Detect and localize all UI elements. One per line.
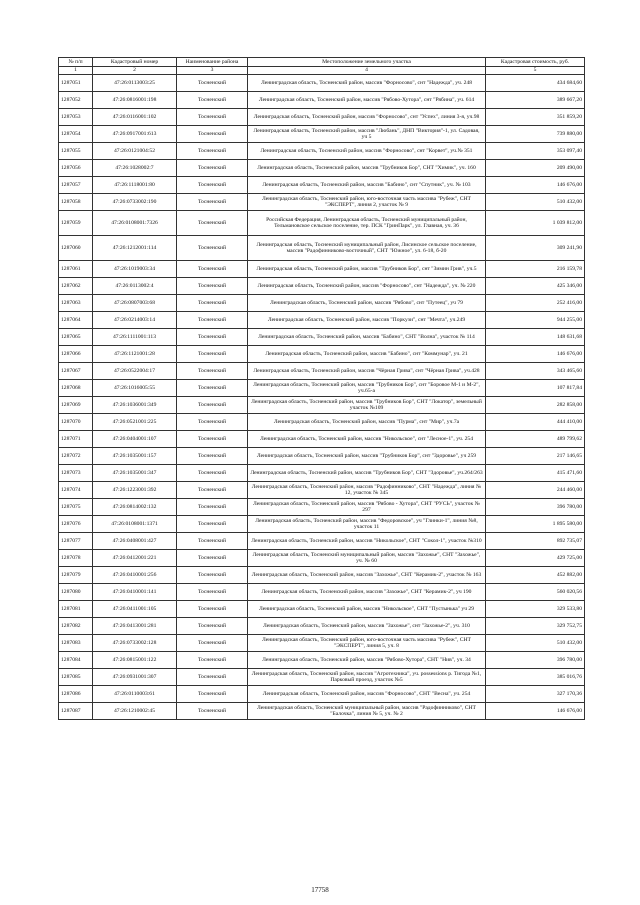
land-location: Российская Федерация, Ленинградская область, Тосненский муниципальный район, Тельмановское сельское поселение, тер. ПСК "ГринПарк", ул. Главная, уч. 36 [248, 211, 486, 236]
cadastral-number: 47:26:0917001:613 [93, 126, 177, 143]
cadastral-number: 47:26:0410001:256 [93, 567, 177, 584]
cadastral-value: 343 465,60 [486, 363, 585, 380]
cadastral-number: 47:26:0214003:14 [93, 312, 177, 329]
cadastral-value: 244 460,00 [486, 482, 585, 499]
row-number: 1287065 [59, 329, 93, 346]
cadastral-number: 47:26:0116001:102 [93, 109, 177, 126]
table-row [59, 567, 585, 584]
cadastral-value: 282 858,00 [486, 397, 585, 414]
table-row [59, 75, 585, 92]
row-number: 1287079 [59, 567, 93, 584]
row-number: 1287086 [59, 686, 93, 703]
land-location: Ленинградская область, Тосненский район, массив "Рябово - Хутора", СНТ "РУСЬ", участок № 297 [248, 499, 486, 516]
land-location: Ленинградская область, Тосненский район, массив "Никольское", снт "Лесное-1", уч. 254 [248, 431, 486, 448]
table-row [59, 397, 585, 414]
land-location: Ленинградская область, Тосненский район, массив "Трубников Бор", снт "Здоровье", уч 259 [248, 448, 486, 465]
cadastral-number: 47:26:0412001:221 [93, 550, 177, 567]
row-number: 1287057 [59, 177, 93, 194]
cadastral-value: 353 097,40 [486, 143, 585, 160]
cadastral-value: 146 676,00 [486, 177, 585, 194]
district-name: Тосненский [177, 160, 248, 177]
cadastral-value: 415 471,60 [486, 465, 585, 482]
land-location: Ленинградская область, Тосненский район, массив "Трубников Бор", снт "Зимин Грив", уч.5 [248, 261, 486, 278]
land-location: Ленинградская область, Тосненский район, массив "Пурма", снт "Мир", уч.7а [248, 414, 486, 431]
district-name: Тосненский [177, 329, 248, 346]
table-row [59, 236, 585, 261]
cadastral-number: 47:26:0814002:132 [93, 499, 177, 516]
column-number: 5 [486, 67, 585, 75]
table-row [59, 584, 585, 601]
table-row [59, 346, 585, 363]
cadastral-value: 560 020,56 [486, 584, 585, 601]
table-row [59, 312, 585, 329]
table-row [59, 363, 585, 380]
cadastral-value: 146 676,00 [486, 346, 585, 363]
cadastral-number: 47:26:0816001:198 [93, 92, 177, 109]
cadastral-value: 425 346,00 [486, 278, 585, 295]
column-number: 1 [59, 67, 93, 75]
row-number: 1287062 [59, 278, 93, 295]
land-location: Ленинградская область, Тосненский район, массив "Чёрная Грива", снт "Чёрная Грива", уч.428 [248, 363, 486, 380]
district-name: Тосненский [177, 669, 248, 686]
row-number: 1287056 [59, 160, 93, 177]
cadastral-number: 47:26:0522004:17 [93, 363, 177, 380]
table-row [59, 465, 585, 482]
land-location: Ленинградская область, Тосненский район, массив "Трубников Бор", СНТ "Локатор", земельный участок №109 [248, 397, 486, 414]
row-number: 1287054 [59, 126, 93, 143]
row-number: 1287073 [59, 465, 93, 482]
table-row [59, 482, 585, 499]
cadastral-value: 429 725,00 [486, 550, 585, 567]
land-location: Ленинградская область, Тосненский район, массив "Радофинниково", СНТ "Надежда", линия № 12, участок № 345 [248, 482, 486, 499]
row-number: 1287082 [59, 618, 93, 635]
row-number: 1287072 [59, 448, 93, 465]
column-number: 3 [177, 67, 248, 75]
district-name: Тосненский [177, 550, 248, 567]
district-name: Тосненский [177, 635, 248, 652]
district-name: Тосненский [177, 295, 248, 312]
cadastral-number: 47:26:1028002:7 [93, 160, 177, 177]
land-location: Ленинградская область, Тосненский район, массив "Трубников Бор", СНТ "Химик", уч. 160 [248, 160, 486, 177]
cadastral-number: 47:26:0411001:105 [93, 601, 177, 618]
cadastral-number: 47:26:0733002:190 [93, 194, 177, 211]
row-number: 1287059 [59, 211, 93, 236]
cadastral-number: 47:26:1111001:113 [93, 329, 177, 346]
land-location: Ленинградская область, Тосненский район, юго-восточная часть массива "Рубеж", СНТ "ЭКСПЕРТ", линия 5, уч. 8 [248, 635, 486, 652]
land-location: Ленинградская область, Тосненский район, массив "Захожье", СНТ "Керамик-2", участок № 163 [248, 567, 486, 584]
district-name: Тосненский [177, 75, 248, 92]
land-location: Ленинградская область, Тосненский район, массив "Рябово-Хутора", снт "Рябина", уч. 614 [248, 92, 486, 109]
cadastral-number: 47:26:1212001:114 [93, 236, 177, 261]
row-number: 1287051 [59, 75, 93, 92]
cadastral-value: 944 255,00 [486, 312, 585, 329]
table-row [59, 516, 585, 533]
district-name: Тосненский [177, 499, 248, 516]
district-name: Тосненский [177, 516, 248, 533]
header-cadastral-value: Кадастровая стоимость, руб. [486, 58, 585, 67]
district-name: Тосненский [177, 363, 248, 380]
cadastral-number: 47:26:1035001:157 [93, 448, 177, 465]
row-number: 1287067 [59, 363, 93, 380]
district-name: Тосненский [177, 211, 248, 236]
table-row [59, 414, 585, 431]
land-location: Ленинградская область, Тосненский район, массив "Форносово", снт "Корвет", уч.№ 351 [248, 143, 486, 160]
district-name: Тосненский [177, 177, 248, 194]
land-location: Ленинградская область, Тосненский район, массив "Форносово", СНТ "Весна", уч. 254 [248, 686, 486, 703]
cadastral-number: 47:26:1036001:349 [93, 397, 177, 414]
district-name: Тосненский [177, 194, 248, 211]
row-number: 1287068 [59, 380, 93, 397]
cadastral-number: 47:26:1016005:55 [93, 380, 177, 397]
district-name: Тосненский [177, 380, 248, 397]
row-number: 1287078 [59, 550, 93, 567]
page-number: 17758 [311, 886, 329, 894]
table-row [59, 329, 585, 346]
table-row [59, 686, 585, 703]
table-row [59, 380, 585, 397]
land-location: Ленинградская область, Тосненский район, массив "Захожье", снт "Захожье-2", уч. 310 [248, 618, 486, 635]
cadastral-number: 47:26:1223001:392 [93, 482, 177, 499]
row-number: 1287085 [59, 669, 93, 686]
row-number: 1287063 [59, 295, 93, 312]
district-name: Тосненский [177, 431, 248, 448]
row-number: 1287080 [59, 584, 93, 601]
land-location: Ленинградская область, Тосненский район, массив "Форносово", снт "Успех", линия 3-я, уч.98 [248, 109, 486, 126]
district-name: Тосненский [177, 448, 248, 465]
land-location: Ленинградская область, Тосненский район, массив "Бабино", СНТ "Волна", участок № 114 [248, 329, 486, 346]
header-district: Наименование района [177, 58, 248, 67]
cadastral-value: 489 799,62 [486, 431, 585, 448]
cadastral-value: 389 667,20 [486, 92, 585, 109]
cadastral-number: 47:26:0807003:68 [93, 295, 177, 312]
header-row [59, 58, 585, 67]
cadastral-value: 252 416,00 [486, 295, 585, 312]
cadastral-number: 47:26:0408001:427 [93, 533, 177, 550]
cadastral-value: 327 170,36 [486, 686, 585, 703]
table-row [59, 652, 585, 669]
row-number: 1287074 [59, 482, 93, 499]
land-location: Ленинградская область, Тосненский район, массив "Трубников Бор", снт "Боровое М-1 и М-2", уч.65-а [248, 380, 486, 397]
land-location: Ленинградская область, Тосненский район, массив "Форносово", снт "Надежда", уч. 248 [248, 75, 486, 92]
cadastral-value: 309 241,90 [486, 236, 585, 261]
row-number: 1287070 [59, 414, 93, 431]
row-number: 1287084 [59, 652, 93, 669]
row-number: 1287055 [59, 143, 93, 160]
cadastral-value: 351 859,20 [486, 109, 585, 126]
district-name: Тосненский [177, 567, 248, 584]
table-row [59, 278, 585, 295]
cadastral-number: 47:26:0404001:107 [93, 431, 177, 448]
cadastral-value: 329 752,75 [486, 618, 585, 635]
cadastral-number: 47:26:0733002:128 [93, 635, 177, 652]
cadastral-value: 329 533,80 [486, 601, 585, 618]
cadastral-number: 47:26:0108001:1371 [93, 516, 177, 533]
land-location: Ленинградская область, Тосненский район, массив "Рябово", снт "Путеец", уч 79 [248, 295, 486, 312]
row-number: 1287052 [59, 92, 93, 109]
district-name: Тосненский [177, 601, 248, 618]
table-row [59, 160, 585, 177]
row-number: 1287069 [59, 397, 93, 414]
district-name: Тосненский [177, 465, 248, 482]
district-name: Тосненский [177, 397, 248, 414]
land-location: Ленинградская область, Тосненский муниципальный район, Лисинское сельское поселение, массив "Радофинниково-восточный", СНТ "Южное", ул. 6-18, б-20 [248, 236, 486, 261]
district-name: Тосненский [177, 312, 248, 329]
table-row [59, 618, 585, 635]
land-location: Ленинградская область, Тосненский район, массив "Никольское", СНТ "Пустынька" уч 29 [248, 601, 486, 618]
district-name: Тосненский [177, 618, 248, 635]
land-location: Ленинградская область, Тосненский район, юго-восточная часть массива "Рубеж", СНТ "ЭКСПЕРТ", линия 2, участок № 9 [248, 194, 486, 211]
cadastral-number: 47:26:0815001:122 [93, 652, 177, 669]
cadastral-number: 47:26:0113002:4 [93, 278, 177, 295]
table-row [59, 635, 585, 652]
row-number: 1287075 [59, 499, 93, 516]
header-cadastral-number: Кадастровый номер [93, 58, 177, 67]
column-number-row [59, 67, 585, 75]
row-number: 1287060 [59, 236, 93, 261]
row-number: 1287053 [59, 109, 93, 126]
table-row [59, 295, 585, 312]
land-location: Ленинградская область, Тосненский район, массив "Захожье", СНТ "Керамик-2", уч 190 [248, 584, 486, 601]
district-name: Тосненский [177, 703, 248, 720]
cadastral-number: 47:26:0413001:281 [93, 618, 177, 635]
column-number: 2 [93, 67, 177, 75]
cadastral-value: 892 735,07 [486, 533, 585, 550]
cadastral-value: 209 490,00 [486, 160, 585, 177]
cadastral-value: 444 410,00 [486, 414, 585, 431]
cadastral-value: 452 882,00 [486, 567, 585, 584]
table-row [59, 126, 585, 143]
land-location: Ленинградская область, Тосненский муниципальный район, массив "Радофинниково", СНТ "Балочка", линия № 5, уч. № 2 [248, 703, 486, 720]
table-row [59, 431, 585, 448]
cadastral-number: 47:26:1118001:80 [93, 177, 177, 194]
table-row [59, 109, 585, 126]
row-number: 1287071 [59, 431, 93, 448]
district-name: Тосненский [177, 278, 248, 295]
district-name: Тосненский [177, 143, 248, 160]
row-number: 1287087 [59, 703, 93, 720]
cadastral-number: 47:26:1019003:34 [93, 261, 177, 278]
cadastral-number: 47:26:0931001:307 [93, 669, 177, 686]
land-location: Ленинградская область, Тосненский муниципальный район, массив "Захожье", СНТ "Захожье", уч. № 60 [248, 550, 486, 567]
table-row [59, 703, 585, 720]
row-number: 1287083 [59, 635, 93, 652]
cadastral-value: 148 631,68 [486, 329, 585, 346]
cadastral-value: 396 780,00 [486, 652, 585, 669]
district-name: Тосненский [177, 261, 248, 278]
cadastral-number: 47:26:0121004:52 [93, 143, 177, 160]
district-name: Тосненский [177, 236, 248, 261]
district-name: Тосненский [177, 584, 248, 601]
table-row [59, 550, 585, 567]
row-number: 1287081 [59, 601, 93, 618]
table-row [59, 601, 585, 618]
cadastral-number: 47:26:0110003:61 [93, 686, 177, 703]
district-name: Тосненский [177, 652, 248, 669]
row-number: 1287076 [59, 516, 93, 533]
table-row [59, 448, 585, 465]
land-location: Ленинградская область, Тосненский район, массив "Агротехника", уч. possessions р. Тигода №1, Парковый проезд, участок №5 [248, 669, 486, 686]
cadastral-value: 739 880,00 [486, 126, 585, 143]
land-location: Ленинградская область, Тосненский район, массив "Трубников Бор", СНТ "Здоровье", уч.264/263 [248, 465, 486, 482]
land-location: Ленинградская область, Тосненский район, массив "Рябово-Хутора", СНТ "Нив", уч. 34 [248, 652, 486, 669]
cadastral-value: 510 432,00 [486, 194, 585, 211]
table-row [59, 533, 585, 550]
cadastral-value: 107 817,84 [486, 380, 585, 397]
table-row [59, 143, 585, 160]
row-number: 1287066 [59, 346, 93, 363]
cadastral-value: 216 159,78 [486, 261, 585, 278]
cadastral-number: 47:26:0410001:141 [93, 584, 177, 601]
land-location: Ленинградская область, Тосненский район, массив "Поркузи", снт "Мечта", уч.249 [248, 312, 486, 329]
table-row [59, 194, 585, 211]
cadastral-number: 47:26:1035001:347 [93, 465, 177, 482]
cadastral-value: 434 684,60 [486, 75, 585, 92]
land-location: Ленинградская область, Тосненский район, массив "Форносово", снт "Надежда", уч. № 220 [248, 278, 486, 295]
district-name: Тосненский [177, 533, 248, 550]
land-location: Ленинградская область, Тосненский район, массив "Бабино", снт "Спутник", уч. № 103 [248, 177, 486, 194]
header-number: № п/п [59, 58, 93, 67]
district-name: Тосненский [177, 482, 248, 499]
cadastral-number: 47:26:1121001:28 [93, 346, 177, 363]
cadastral-number: 47:26:0108001:7326 [93, 211, 177, 236]
row-number: 1287064 [59, 312, 93, 329]
land-location: Ленинградская область, Тосненский район, массив "Любань", ДНП "Виктория"-1, ул. Садовая, уч 5 [248, 126, 486, 143]
district-name: Тосненский [177, 686, 248, 703]
district-name: Тосненский [177, 109, 248, 126]
table-row [59, 177, 585, 194]
table-row [59, 92, 585, 109]
land-location: Ленинградская область, Тосненский район, массив "Бабино", снт "Коммунар", уч. 21 [248, 346, 486, 363]
district-name: Тосненский [177, 346, 248, 363]
cadastral-number: 47:26:1210002:45 [93, 703, 177, 720]
table-row [59, 261, 585, 278]
cadastral-number: 47:26:0521001:225 [93, 414, 177, 431]
table-row [59, 499, 585, 516]
table-row [59, 211, 585, 236]
cadastral-value: 510 432,00 [486, 635, 585, 652]
cadastral-value: 217 146,65 [486, 448, 585, 465]
district-name: Тосненский [177, 92, 248, 109]
column-number: 4 [248, 67, 486, 75]
cadastral-value-table [58, 57, 585, 720]
cadastral-value: 1 039 812,00 [486, 211, 585, 236]
cadastral-number: 47:26:0113003:25 [93, 75, 177, 92]
land-location: Ленинградская область, Тосненский район, массив "Федоровское", уч "Глинки-1", линия №8, участок 11 [248, 516, 486, 533]
district-name: Тосненский [177, 414, 248, 431]
header-location: Местоположение земельного участка [248, 58, 486, 67]
district-name: Тосненский [177, 126, 248, 143]
cadastral-value: 396 780,00 [486, 499, 585, 516]
land-location: Ленинградская область, Тосненский район, массив "Никольское", СНТ "Сокол-1", участок №310 [248, 533, 486, 550]
cadastral-value: 146 676,00 [486, 703, 585, 720]
row-number: 1287058 [59, 194, 93, 211]
row-number: 1287077 [59, 533, 93, 550]
row-number: 1287061 [59, 261, 93, 278]
cadastral-value: 385 016,76 [486, 669, 585, 686]
table-body [59, 75, 585, 720]
cadastral-value: 1 895 580,00 [486, 516, 585, 533]
table-row [59, 669, 585, 686]
